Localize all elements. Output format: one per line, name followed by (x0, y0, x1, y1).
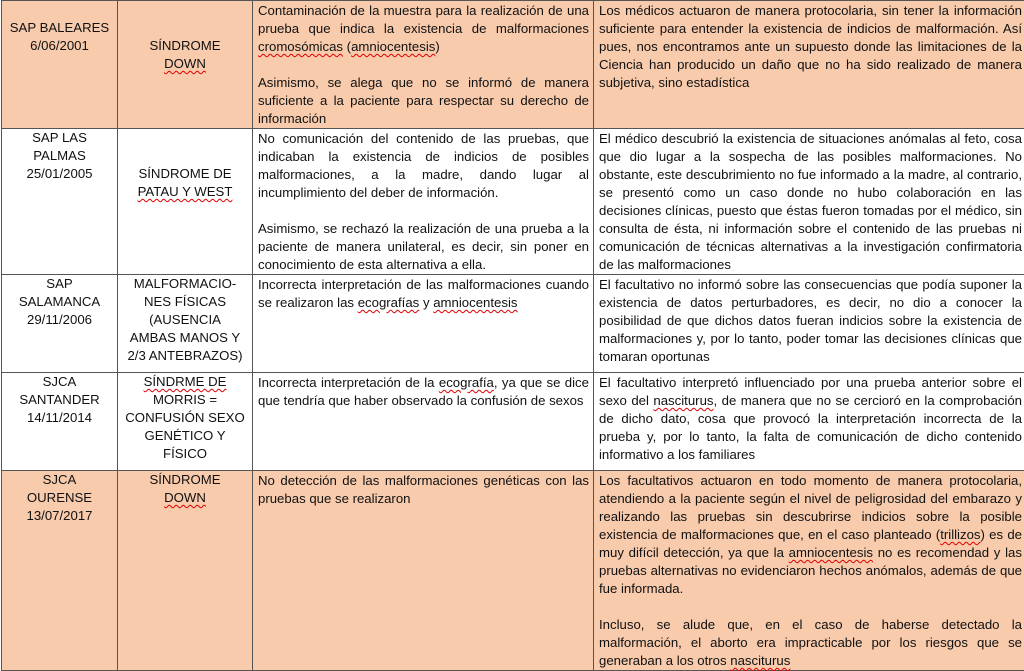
spellcheck-flagged-word: ecografías (358, 295, 420, 310)
ruling-cell (594, 373, 1024, 471)
ruling-date: 6/06/2001 (4, 37, 115, 55)
ruling-text (594, 129, 1024, 274)
court-cell (2, 1, 118, 129)
text-run: , ya que se dice que tendría que haber observado la confusión de sexos (258, 375, 589, 408)
text-run: , de manera que no se cercioró en la comprobación de dicho dato, cosa que provocó la interpretación incorrecta de la prueba y, por lo tanto, la falta de comunicación de dicho contenido informativo a los familiares (599, 393, 1022, 462)
text-run: no es recomendad y las pruebas alternativas no evidenciaron hechos anómalos, además de que fue informada. (599, 545, 1022, 596)
text-run: Incorrecta interpretación de las malformaciones cuando se realizaron las (258, 277, 589, 310)
condition-cell (118, 1, 253, 129)
paragraph (258, 374, 589, 410)
text-run: El facultativo interpretó influenciado por una prueba anterior sobre el sexo del (599, 375, 1022, 408)
claim-text (253, 275, 593, 312)
paragraph (599, 276, 1022, 366)
condition-text (118, 373, 252, 463)
condition-line: SÍNDROME (120, 37, 250, 55)
condition-line: DOWN (120, 55, 250, 73)
table-row (2, 129, 1024, 275)
text-run: No detección de las malformaciones genéticas con las pruebas que se realizaron (258, 473, 589, 506)
condition-line: CONFUSIÓN SEXO (120, 409, 250, 427)
spellcheck-flagged-word: ecografía (439, 375, 494, 390)
court-name: SAP LAS PALMAS (25, 129, 95, 165)
table-row (2, 373, 1024, 471)
claim-text (253, 129, 593, 274)
text-run: Los médicos actuaron de manera protocolaria, sin tener la información suficiente para entender la existencia de indicios de malformación. Así pues, nos encontramos ante un supuesto donde las limitaciones de la Ciencia han producido un daño que no ha sido realizado de manera subjetiva, sino estadística (599, 3, 1022, 90)
condition-cell (118, 129, 253, 275)
text-run: Incorrecta interpretación de la (258, 375, 439, 390)
ruling-cell (594, 275, 1024, 373)
condition-text (118, 37, 252, 73)
table-row (2, 275, 1024, 373)
rulings-table (1, 0, 1024, 671)
spellcheck-flagged-word: amniocentesis (433, 295, 517, 310)
ruling-cell (594, 129, 1024, 275)
spellcheck-flagged-word: trillizos (940, 527, 980, 542)
claim-cell (253, 1, 594, 129)
paragraph (599, 130, 1022, 274)
ruling-date: 25/01/2005 (4, 165, 115, 183)
text-run: Asimismo, se alega que no se informó de manera suficiente a la paciente para respectar su derecho de información (258, 75, 589, 126)
ruling-date: 14/11/2014 (4, 409, 115, 427)
claim-cell (253, 373, 594, 471)
condition-cell (118, 275, 253, 373)
ruling-text (594, 275, 1024, 366)
condition-line: MALFORMACIO- (120, 275, 250, 293)
condition-line: SÍNDROME DE (120, 165, 250, 183)
ruling-cell (594, 471, 1024, 671)
text-run: Incluso, se alude que, en el caso de haberse detectado la malformación, el aborto era impracticable por los riesgos que se generaban a los otros (599, 617, 1022, 668)
paragraph (258, 2, 589, 56)
court-name: SAP BALEARES (4, 19, 115, 37)
claim-text (253, 1, 593, 128)
claim-cell (253, 129, 594, 275)
condition-line: PATAU Y WEST (120, 183, 250, 201)
ruling-text (594, 471, 1024, 670)
paragraph (258, 74, 589, 128)
condition-cell (118, 471, 253, 671)
condition-line: NES FÍSICAS (120, 293, 250, 311)
condition-line: SÍNDRME DE (120, 373, 250, 391)
table-body (2, 1, 1024, 671)
text-run: El facultativo no informó sobre las consecuencias que podía suponer la existencia de datos perturbadores, es decir, no dio a conocer la posibilidad de que dichos datos fueran indicios sobre la existencia de malformaciones y, por lo tanto, poder tomar las decisiones clínicas que tomaran oportunas (599, 277, 1022, 364)
ruling-date: 13/07/2017 (4, 507, 115, 525)
table-row (2, 1, 1024, 129)
condition-line: 2/3 ANTEBRAZOS) (120, 347, 250, 365)
text-run: Contaminación de la muestra para la realización de una prueba que indica la existencia de malformaciones (258, 3, 589, 36)
text-run: El médico descubrió la existencia de situaciones anómalas al feto, cosa que dio lugar a la sospecha de las posibles malformaciones. No obstante, este descubrimiento no fue informado a la madre, al contrario, se presentó como un caso donde no hubo colaboración en las decisiones clínicas, puesto que éstas fueron tomadas por el médico, sin consulta de ésta, ni información sobre el contenido de las pruebas ni comunicación de técnicas alternativas a la investigación confirmatoria de las malformaciones (599, 131, 1022, 272)
claim-text (253, 471, 593, 508)
text-run: No comunicación del contenido de las pruebas, que indicaban la existencia de indicios de posibles malformaciones, a la madre, dando lugar al incumplimiento del deber de información. (258, 131, 589, 200)
claim-cell (253, 471, 594, 671)
spellcheck-flagged-word: cromosómicas (258, 39, 343, 54)
text-run: Asimismo, se rechazó la realización de una prueba a la paciente de manera unilateral, es decir, sin poner en conocimiento de esta alternativa a ella. (258, 221, 589, 272)
paragraph (258, 472, 589, 508)
paragraph (599, 374, 1022, 464)
paragraph (258, 276, 589, 312)
ruling-text (594, 1, 1024, 92)
court-cell (2, 471, 118, 671)
court-cell (2, 275, 118, 373)
claim-cell (253, 275, 594, 373)
condition-cell (118, 373, 253, 471)
spellcheck-flagged-word: amniocentesis (789, 545, 873, 560)
spellcheck-flagged-word: nasciturus (730, 653, 790, 668)
text-run: ) (435, 39, 439, 54)
condition-line: MORRIS = (120, 391, 250, 409)
court-cell (2, 373, 118, 471)
paragraph (258, 220, 589, 274)
condition-text (118, 165, 252, 201)
text-run: Los facultativos actuaron en todo momento de manera protocolaria, atendiendo a la paciente según el nivel de peligrosidad del embarazo y realizando las pruebas sin descubrirse indicios sobre la posible existencia de malformaciones que, en el caso planteado ( (599, 473, 1022, 542)
condition-line: FÍSICO (120, 445, 250, 463)
paragraph (599, 616, 1022, 670)
paragraph (599, 472, 1022, 598)
condition-line: DOWN (120, 489, 250, 507)
text-run: ) es de muy difícil detección, ya que la (599, 527, 1022, 560)
text-run: ( (343, 39, 351, 54)
condition-line: AMBAS MANOS Y (120, 329, 250, 347)
court-name: SAP SALAMANCA (15, 275, 105, 311)
condition-line: (AUSENCIA (120, 311, 250, 329)
condition-text (118, 471, 252, 507)
court-name: SJCA OURENSE (20, 471, 100, 507)
spellcheck-flagged-word: nasciturus (653, 393, 713, 408)
ruling-date: 29/11/2006 (4, 311, 115, 329)
table-row (2, 471, 1024, 671)
condition-line: GENÉTICO Y (120, 427, 250, 445)
court-name: SJCA SANTANDER (15, 373, 105, 409)
claim-text (253, 373, 593, 410)
text-run: y (419, 295, 433, 310)
court-cell (2, 129, 118, 275)
ruling-cell (594, 1, 1024, 129)
condition-text (118, 275, 252, 365)
ruling-text (594, 373, 1024, 464)
paragraph (599, 2, 1022, 92)
paragraph (258, 130, 589, 202)
spellcheck-flagged-word: amniocentesis (351, 39, 435, 54)
condition-line: SÍNDROME (120, 471, 250, 489)
